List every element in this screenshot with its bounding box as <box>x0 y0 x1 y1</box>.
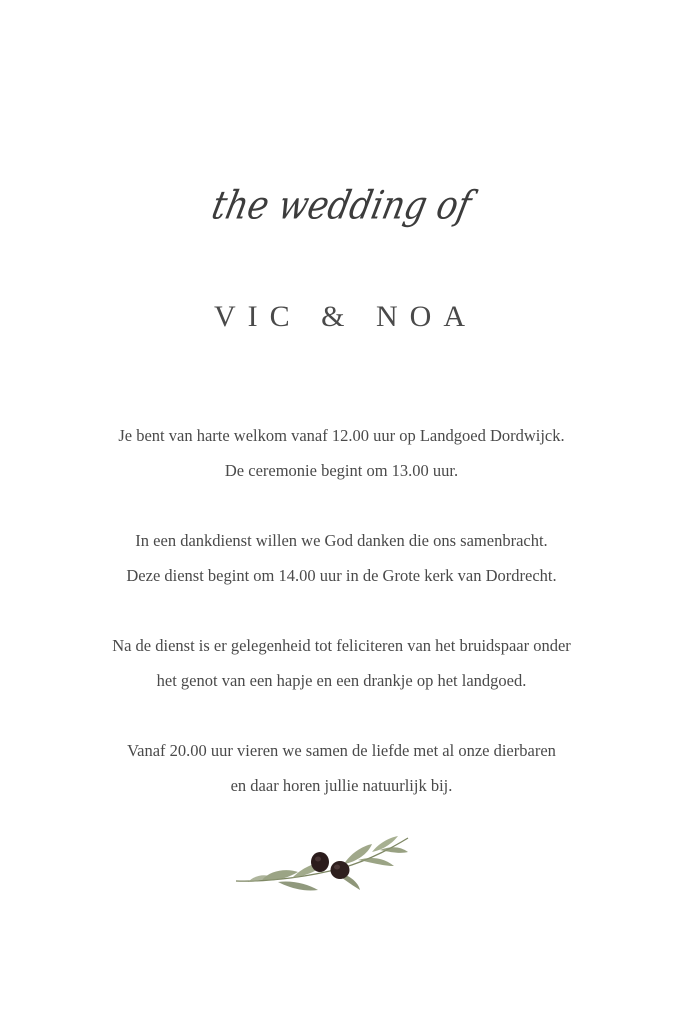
script-title: the wedding of <box>207 183 476 229</box>
paragraph-line: In een dankdienst willen we God danken die ons samenbracht. <box>135 531 548 550</box>
paragraph-line: en daar horen jullie natuurlijk bij. <box>230 776 453 795</box>
paragraph-line: Je bent van harte welkom vanaf 12.00 uur op Landgoed Dordwijck. <box>118 426 565 445</box>
paragraph-service <box>0 523 683 593</box>
couple-names: VIC & NOA <box>214 300 477 333</box>
paragraph-party <box>0 733 683 803</box>
paragraph-line: Vanaf 20.00 uur vieren we samen de liefde met al onze dierbaren <box>127 741 556 760</box>
paragraph-line: het genot van een hapje en een drankje op het landgoed. <box>156 671 527 690</box>
paragraph-line: Deze dienst begint om 14.00 uur in de Grote kerk van Dordrecht. <box>126 566 557 585</box>
olive-branch-icon <box>232 832 412 898</box>
paragraph-line: Na de dienst is er gelegenheid tot feliciteren van het bruidspaar onder <box>112 636 571 655</box>
paragraph-reception <box>0 628 683 698</box>
paragraph-line: De ceremonie begint om 13.00 uur. <box>224 461 459 480</box>
paragraph-welcome <box>0 418 683 488</box>
